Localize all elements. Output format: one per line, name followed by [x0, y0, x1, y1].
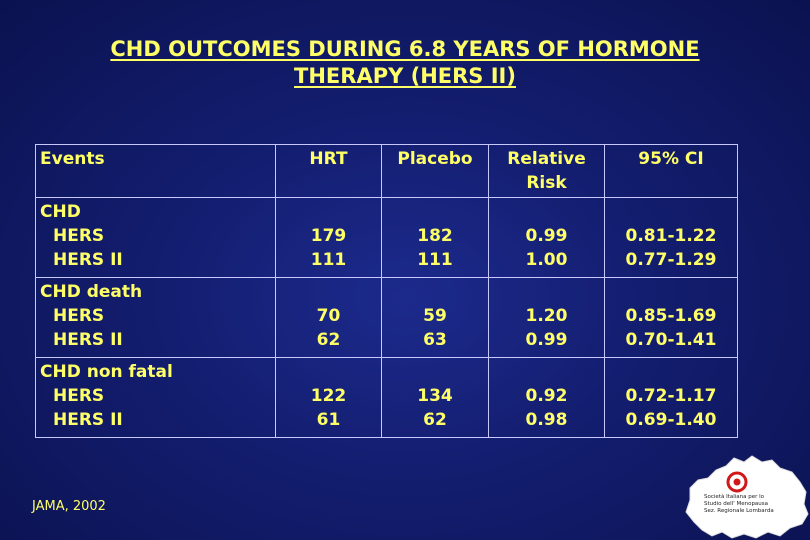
- value: 0.85-1.69: [625, 306, 717, 326]
- header-ci: 95% CI: [605, 145, 738, 198]
- source-citation: JAMA, 2002: [32, 499, 106, 514]
- value: 0.81-1.22: [625, 226, 717, 246]
- value: 61: [316, 410, 341, 430]
- cell-rr: [489, 198, 605, 278]
- cell-ci: [605, 358, 738, 438]
- event-label: CHD non fatal: [40, 362, 173, 382]
- value: 0.77-1.29: [625, 250, 717, 270]
- header-events: Events: [36, 145, 276, 198]
- logo-caption: [704, 494, 804, 515]
- header-relative-risk: [489, 145, 605, 198]
- cell-placebo: [382, 198, 489, 278]
- value: 0.99: [525, 330, 568, 350]
- sub-label: HERS: [53, 306, 105, 326]
- value: 122: [310, 386, 347, 406]
- value: 0.72-1.17: [625, 386, 717, 406]
- cell-placebo: [382, 358, 489, 438]
- event-label: CHD death: [40, 282, 143, 302]
- value: 179: [310, 226, 347, 246]
- cell-event: [36, 278, 276, 358]
- logo-line-2: Studio dell' Menopausa: [704, 501, 769, 507]
- logo-line-1: Società Italiana per lo: [704, 494, 765, 500]
- cell-hrt: [276, 358, 382, 438]
- value: 1.20: [525, 306, 568, 326]
- value: 70: [316, 306, 341, 326]
- value: 63: [423, 330, 447, 350]
- sub-label: HERS II: [53, 250, 123, 270]
- header-relative-risk-line-2: Risk: [526, 173, 567, 193]
- cell-rr: [489, 278, 605, 358]
- cell-ci: [605, 278, 738, 358]
- title-line-1: CHD OUTCOMES DURING 6.8 YEARS OF HORMONE: [110, 37, 700, 61]
- table-row-chd-non-fatal: [36, 358, 738, 438]
- cell-ci: [605, 198, 738, 278]
- value: 0.92: [525, 386, 568, 406]
- table-row-chd: [36, 198, 738, 278]
- header-placebo: Placebo: [382, 145, 489, 198]
- value: 111: [417, 250, 453, 270]
- header-relative-risk-line-1: Relative: [507, 149, 586, 169]
- cell-placebo: [382, 278, 489, 358]
- value: 0.70-1.41: [625, 330, 717, 350]
- value: 182: [417, 226, 453, 246]
- value: 1.00: [525, 250, 568, 270]
- outcomes-table: [35, 144, 738, 438]
- sub-label: HERS: [53, 226, 105, 246]
- sub-label: HERS II: [53, 410, 123, 430]
- sub-label: HERS: [53, 386, 105, 406]
- table-header-row: [36, 145, 738, 198]
- sub-label: HERS II: [53, 330, 123, 350]
- cell-event: [36, 358, 276, 438]
- table-row-chd-death: [36, 278, 738, 358]
- value: 59: [423, 306, 447, 326]
- slide-title: [0, 36, 810, 90]
- value: 0.69-1.40: [625, 410, 717, 430]
- cell-hrt: [276, 278, 382, 358]
- value: 0.98: [525, 410, 568, 430]
- value: 62: [316, 330, 341, 350]
- cell-hrt: [276, 198, 382, 278]
- event-label: CHD: [40, 202, 81, 222]
- outcomes-table-container: [35, 144, 728, 438]
- header-hrt: HRT: [276, 145, 382, 198]
- logo-line-3: Sez. Regionale Lombarda: [704, 508, 774, 514]
- value: 62: [423, 410, 447, 430]
- value: 111: [310, 250, 347, 270]
- cell-rr: [489, 358, 605, 438]
- value: 0.99: [525, 226, 568, 246]
- cell-event: [36, 198, 276, 278]
- value: 134: [417, 386, 453, 406]
- title-line-2: THERAPY (HERS II): [294, 64, 516, 88]
